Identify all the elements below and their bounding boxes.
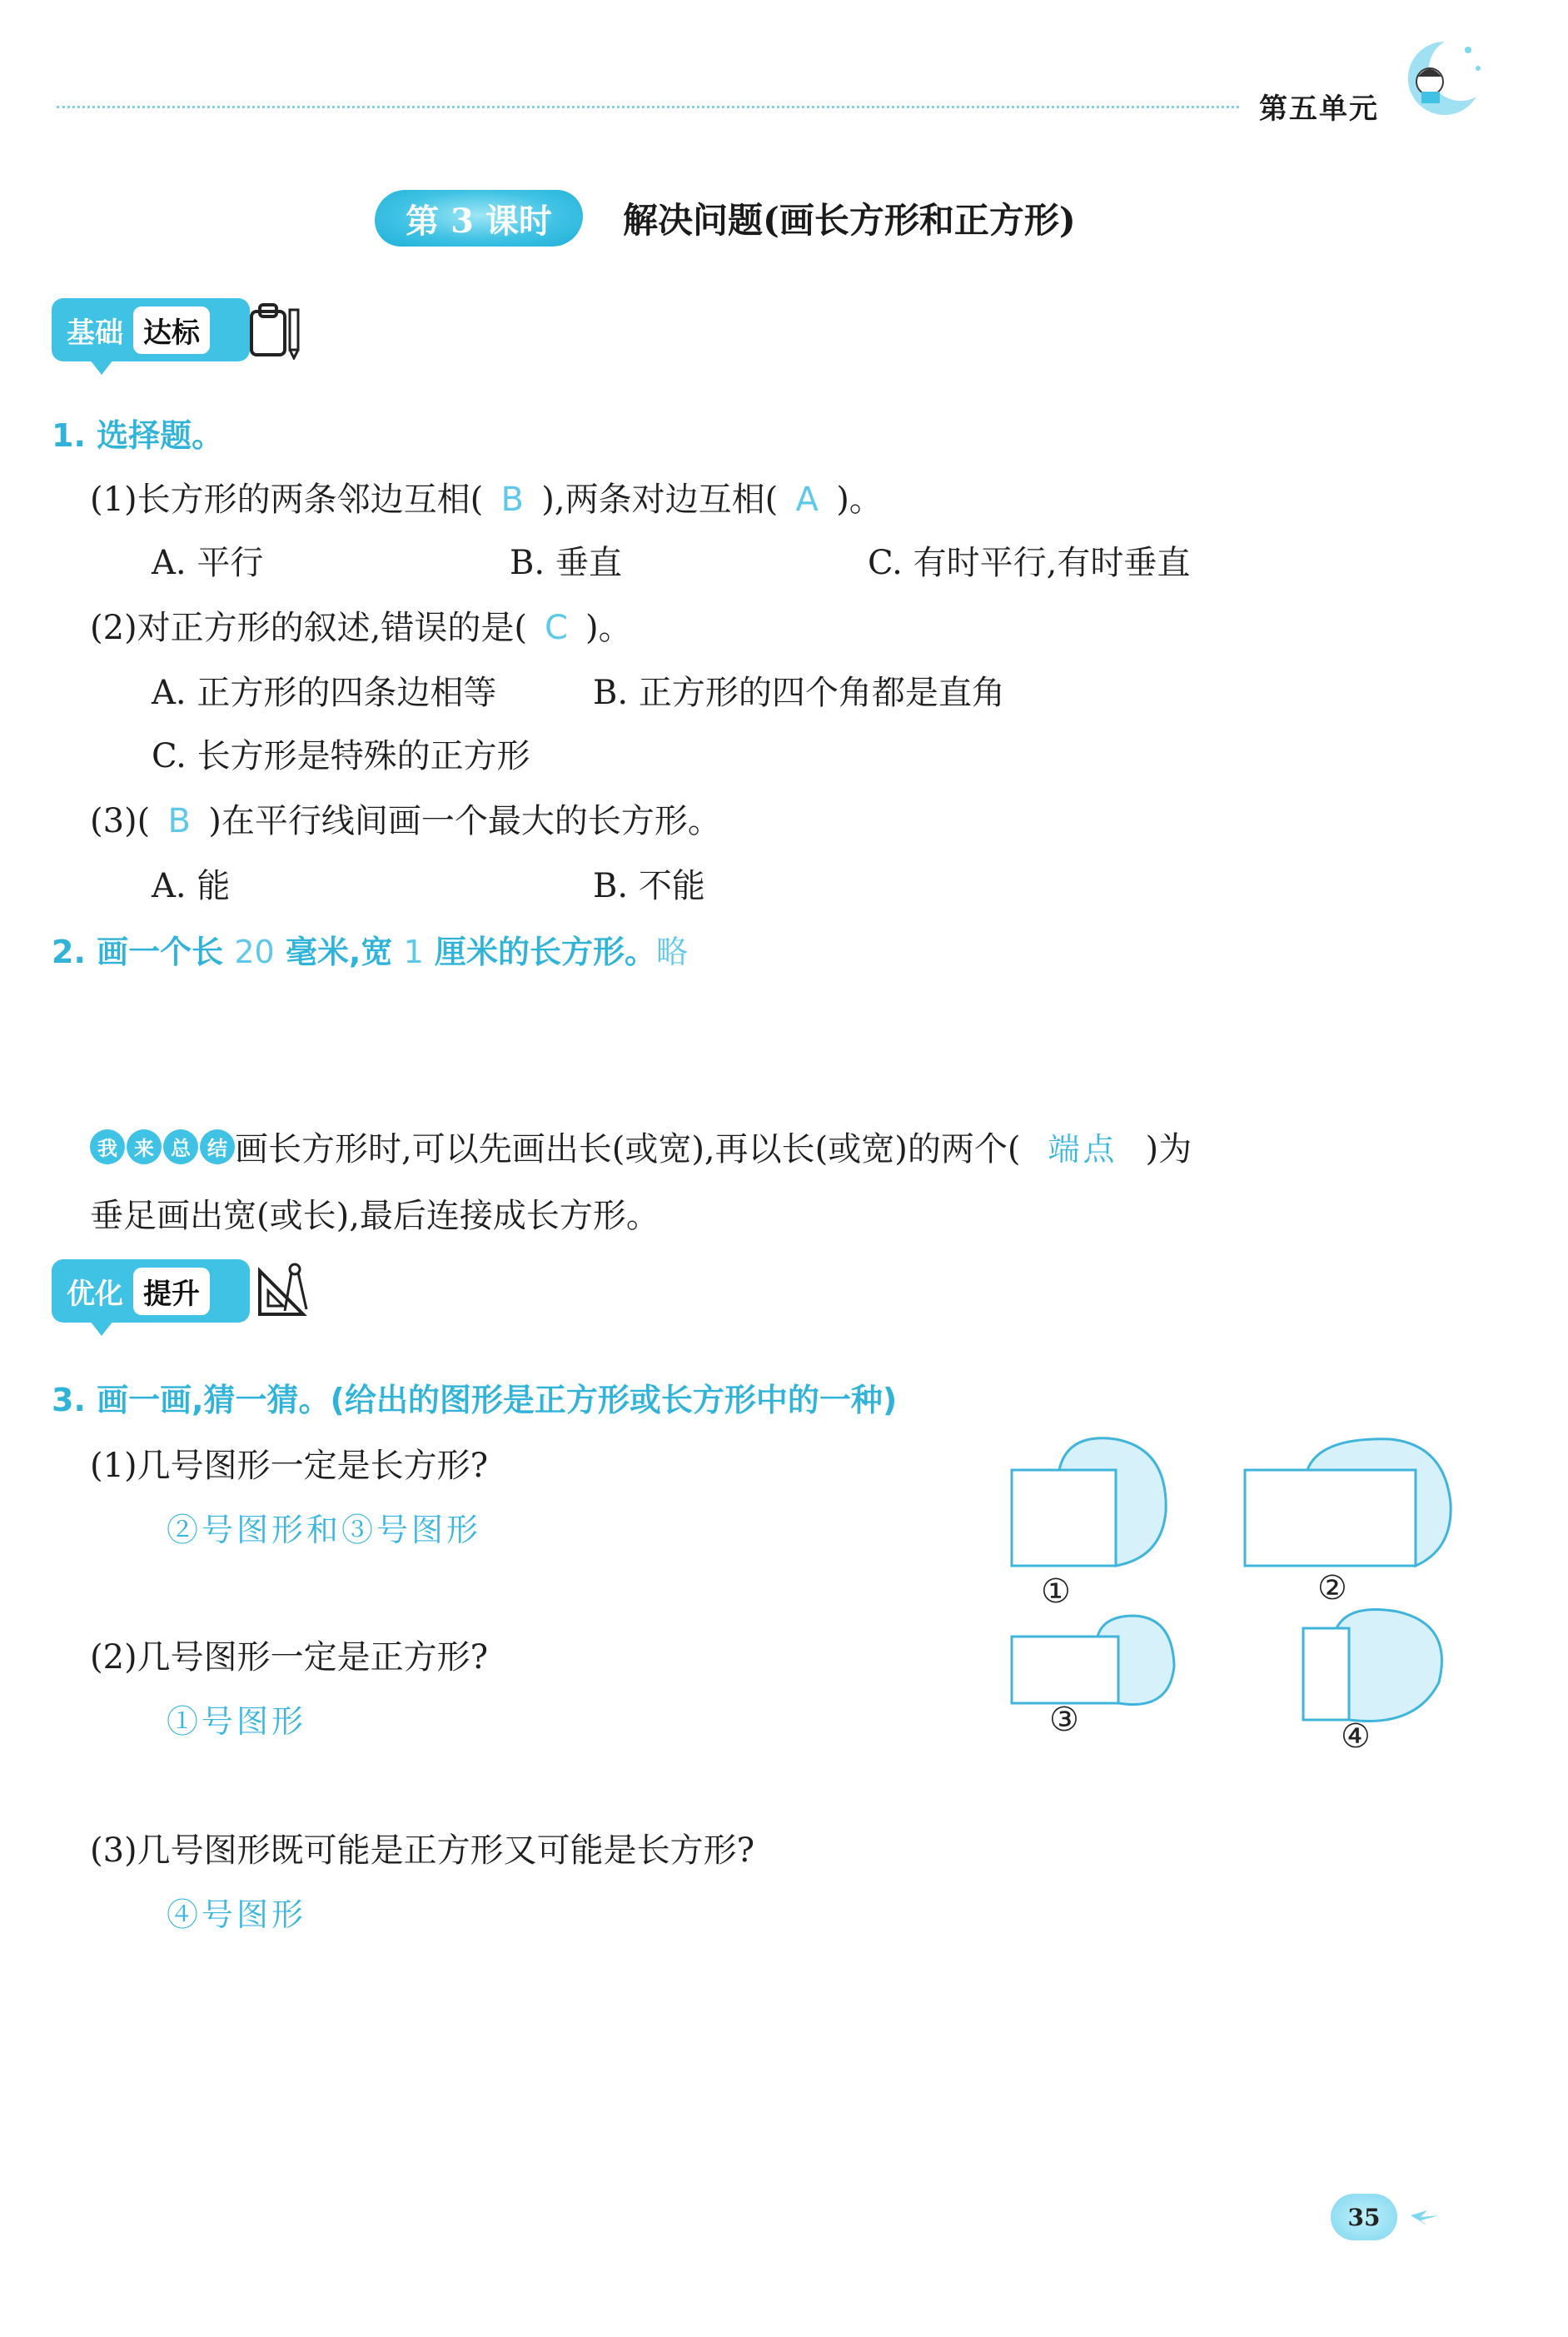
q1-part1 [90,473,883,521]
section-basic-tail [90,360,113,375]
section-advanced-left: 优化 [67,1277,123,1311]
figure-2-label: ② [1317,1569,1347,1607]
section-basic-badge [52,298,250,361]
q2-answer: 略 [656,934,689,970]
q1-part2-option-b: B. 正方形的四个角都是直角 [593,674,1005,712]
summary-badge-char-2: 来 [127,1129,162,1164]
q1-heading: 1. 选择题。 [52,417,224,454]
q1-part2-option-a: A. 正方形的四条边相等 [152,674,497,712]
q3-answer1: ②号图形和③号图形 [167,1512,482,1548]
sparkle-icon [1402,2199,1452,2232]
summary-badge-char-4: 结 [200,1129,235,1164]
q1-part3-option-b: B. 不能 [593,867,705,905]
figure-3 [1012,1616,1174,1705]
q3-answer2: ①号图形 [167,1703,307,1740]
q3-part3: (3)几号图形既可能是正方形又可能是长方形? [90,1831,755,1870]
q1-part1-text-c: )。 [836,481,883,519]
section-basic-left: 基础 [67,316,123,350]
q1-part1-text-a: (1)长方形的两条邻边互相( [90,481,484,519]
q1-part3-text-a: (3)( [90,802,151,840]
figure-4 [1303,1610,1441,1722]
lesson-title: 解决问题(画长方形和正方形) [623,200,1076,241]
clipboard-pencil-icon [246,300,306,360]
q1-part2-text-a: (2)对正方形的叙述,错误的是( [90,609,527,647]
q1-part1-answer2: A [795,481,819,519]
q1-part2-option-c: C. 长方形是特殊的正方形 [152,737,530,775]
figure-1 [1012,1438,1166,1566]
q3-answer3: ④号图形 [167,1896,307,1933]
q1-part3-option-a: A. 能 [152,867,231,905]
summary-badge [90,1129,235,1164]
unit-label: 第五单元 [1259,92,1379,126]
q3-part1: (1)几号图形一定是长方形? [90,1447,489,1485]
q2-width-value: 1 [403,934,424,970]
ruler-compass-icon [255,1259,315,1319]
summary-line1 [90,1123,1192,1170]
q3-heading: 3. 画一画,猜一猜。(给出的图形是正方形或长方形中的一种) [52,1382,898,1418]
q2-length-value: 20 [234,934,275,970]
summary-badge-char-1: 我 [90,1129,125,1164]
q1-part1-option-b: B. 垂直 [510,544,622,582]
q2-text-b: 毫米,宽 [285,934,393,970]
page-number: 35 [1331,2194,1397,2240]
figure-1-label: ① [1041,1572,1071,1611]
q2-text-a: 2. 画一个长 [52,934,224,970]
header-divider [57,106,1239,108]
summary-text-b: )为 [1145,1130,1192,1168]
summary-badge-char-3: 总 [163,1129,198,1164]
q1-part1-option-c: C. 有时平行,有时垂直 [868,544,1191,582]
q1-part1-text-b: ),两条对边互相( [541,481,779,519]
summary-answer: 端点 [1048,1131,1118,1168]
q2-text-c: 厘米的长方形。 [435,934,657,970]
figure-4-label: ④ [1341,1717,1371,1756]
moon-mascot-icon [1386,32,1486,123]
summary-line2: 垂足画出宽(或长),最后连接成长方形。 [90,1197,660,1235]
q1-part2-text-b: )。 [585,609,632,647]
section-advanced-right: 提升 [133,1268,210,1315]
q2-heading [52,926,688,972]
figure-2 [1245,1439,1451,1566]
q1-part3 [90,795,721,842]
q3-part2: (2)几号图形一定是正方形? [90,1638,489,1677]
q1-part1-answer1: B [500,481,524,519]
section-basic-right: 达标 [133,306,210,354]
summary-text-a: 画长方形时,可以先画出长(或宽),再以长(或宽)的两个( [235,1130,1021,1168]
q1-part3-answer: B [167,802,191,840]
lesson-badge: 第 3 课时 [375,190,583,247]
section-advanced-badge [52,1259,250,1323]
q1-part1-option-a: A. 平行 [152,544,264,582]
q1-part3-text-b: )在平行线间画一个最大的长方形。 [208,802,721,840]
figure-3-label: ③ [1049,1701,1079,1739]
q1-part2 [90,601,632,649]
section-advanced-tail [90,1321,113,1336]
q1-part2-answer: C [545,609,568,647]
